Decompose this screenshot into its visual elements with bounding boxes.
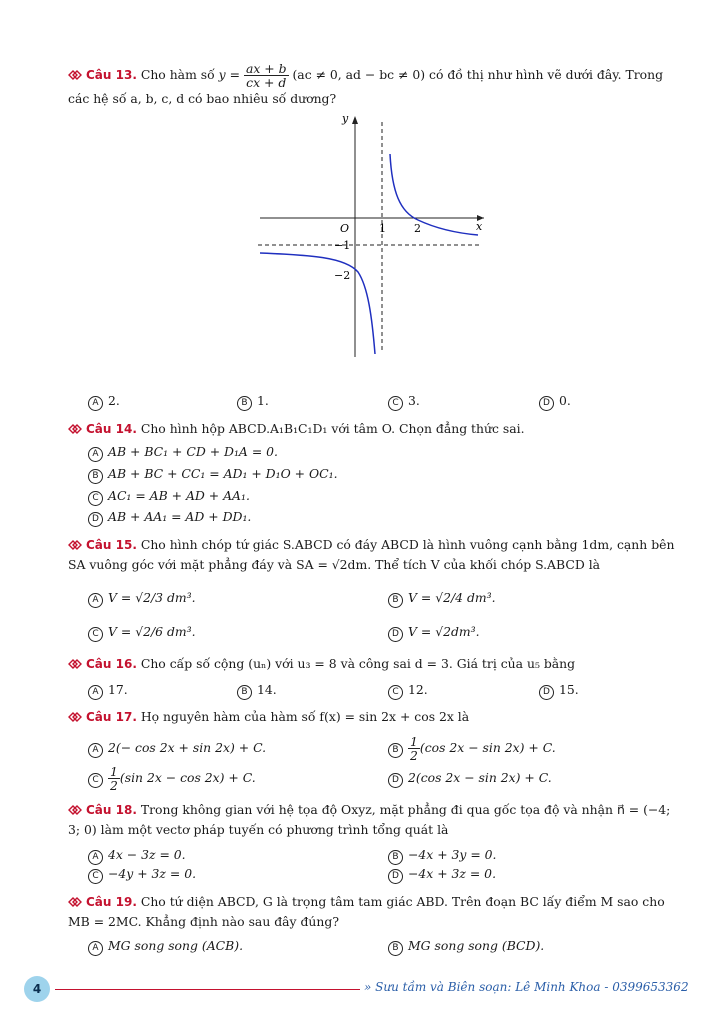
option-c[interactable]: C $\frac{1}{2}$ (sin 2x − cos 2x) + C. bbox=[88, 765, 256, 792]
page-number: 4 bbox=[24, 976, 50, 1002]
option-a[interactable]: A V = √2/3 dm³. bbox=[88, 590, 196, 608]
diamond-icon bbox=[68, 712, 82, 722]
diamond-icon bbox=[68, 897, 82, 907]
option-b[interactable]: B 14. bbox=[237, 682, 277, 700]
option-a[interactable]: A 4x − 3z = 0. bbox=[88, 847, 186, 865]
option-c[interactable]: C 12. bbox=[388, 682, 428, 700]
fraction-one-half: $\frac{1}{2}$ bbox=[410, 734, 418, 763]
fraction-one-half: $\frac{1}{2}$ bbox=[110, 764, 118, 793]
function-fraction: $\frac{ax + b}{cx + d}$ bbox=[245, 61, 287, 90]
question-text: Cho hàm số bbox=[140, 67, 215, 82]
diamond-icon bbox=[68, 805, 82, 815]
option-d[interactable]: D −4x + 3z = 0. bbox=[388, 866, 496, 884]
question-16 bbox=[68, 654, 680, 674]
option-a[interactable]: A 17. bbox=[88, 682, 128, 700]
option-c[interactable]: C −4y + 3z = 0. bbox=[88, 866, 196, 884]
question-label: Câu 17. bbox=[86, 710, 137, 724]
question-15 bbox=[68, 535, 680, 574]
question-label: Câu 19. bbox=[86, 895, 137, 909]
option-d[interactable]: D AB + AA₁ = AD + DD₁. bbox=[88, 509, 251, 527]
option-b[interactable]: B $\frac{1}{2}$ (cos 2x − sin 2x) + C. bbox=[388, 735, 556, 762]
option-d[interactable]: D 15. bbox=[539, 682, 579, 700]
curve-right-branch bbox=[390, 154, 478, 235]
question-text: Cho tứ diện ABCD, G là trọng tâm tam giác ABD. Trên đoạn BC lấy điểm M sao cho MB = 2MC. Khẳng định nào sau đây đúng? bbox=[68, 894, 665, 929]
footer-credit: » Sưu tầm và Biên soạn: Lê Minh Khoa - 0399653362 bbox=[364, 980, 689, 994]
option-c[interactable]: C 3. bbox=[388, 393, 420, 411]
question-label: Câu 13. bbox=[86, 68, 137, 82]
question-text: Cho hình hộp ABCD.A₁B₁C₁D₁ với tâm O. Chọn đẳng thức sai. bbox=[140, 421, 525, 436]
diamond-icon bbox=[68, 424, 82, 434]
question-13 bbox=[68, 62, 680, 108]
question-text: Cho hình chóp tứ giác S.ABCD có đáy ABCD là hình vuông cạnh bằng 1dm, cạnh bên SA vuông góc với mặt phẳng đáy và SA = √2dm. Thể tích V của khối chóp S.ABCD là bbox=[68, 537, 675, 572]
question-label: Câu 18. bbox=[86, 803, 137, 817]
option-c[interactable]: C V = √2/6 dm³. bbox=[88, 624, 196, 642]
y-tick-minus1: −1 bbox=[334, 239, 351, 252]
question-17 bbox=[68, 707, 680, 727]
question-19 bbox=[68, 892, 680, 931]
origin-label: O bbox=[340, 222, 350, 235]
option-b[interactable]: B −4x + 3y = 0. bbox=[388, 847, 496, 865]
question-text: (ac ≠ 0, ad − bc ≠ 0) có đồ thị như hình vẽ dưới đây. Trong bbox=[292, 67, 664, 82]
x-tick-1: 1 bbox=[379, 222, 386, 235]
hyperbola-graph bbox=[250, 112, 495, 360]
option-a[interactable]: A 2. bbox=[88, 393, 120, 411]
question-text: các hệ số a, b, c, d có bao nhiêu số dương? bbox=[68, 91, 337, 106]
option-b[interactable]: B V = √2/4 dm³. bbox=[388, 590, 496, 608]
option-a[interactable]: A 2(− cos 2x + sin 2x) + C. bbox=[88, 740, 266, 758]
x-axis-label: x bbox=[476, 220, 483, 233]
option-b[interactable]: B AB + BC + CC₁ = AD₁ + D₁O + OC₁. bbox=[88, 466, 338, 484]
function-lhs: y = bbox=[218, 67, 240, 82]
curve-left-branch bbox=[260, 253, 375, 354]
option-c[interactable]: C AC₁ = AB + AD + AA₁. bbox=[88, 488, 250, 506]
option-b[interactable]: B MG song song (BCD). bbox=[388, 938, 544, 956]
question-text: Họ nguyên hàm của hàm số f(x) = sin 2x + cos 2x là bbox=[140, 709, 470, 724]
option-d[interactable]: D V = √2dm³. bbox=[388, 624, 480, 642]
footer-divider bbox=[55, 989, 360, 990]
question-text: Cho cấp số cộng (uₙ) với u₃ = 8 và công sai d = 3. Giá trị của u₅ bằng bbox=[140, 656, 576, 671]
diamond-icon bbox=[68, 540, 82, 550]
option-d[interactable]: D 0. bbox=[539, 393, 571, 411]
y-axis-label: y bbox=[342, 112, 349, 125]
y-tick-minus2: −2 bbox=[334, 269, 351, 282]
diamond-icon bbox=[68, 659, 82, 669]
x-tick-2: 2 bbox=[414, 222, 421, 235]
option-a[interactable]: A AB + BC₁ + CD + D₁A = 0. bbox=[88, 444, 278, 462]
y-axis-arrow-icon bbox=[352, 116, 358, 124]
diamond-icon bbox=[68, 70, 82, 80]
question-text: Trong không gian với hệ tọa độ Oxyz, mặt phẳng đi qua gốc tọa độ và nhận n⃗ = (−4; 3; 0) làm một vectơ pháp tuyến có phương trình tổng quát là bbox=[68, 802, 671, 837]
question-14 bbox=[68, 419, 680, 439]
option-d[interactable]: D 2(cos 2x − sin 2x) + C. bbox=[388, 770, 552, 788]
option-a[interactable]: A MG song song (ACB). bbox=[88, 938, 243, 956]
question-18 bbox=[68, 800, 680, 839]
question-label: Câu 14. bbox=[86, 422, 137, 436]
question-label: Câu 15. bbox=[86, 538, 137, 552]
option-b[interactable]: B 1. bbox=[237, 393, 269, 411]
question-label: Câu 16. bbox=[86, 657, 137, 671]
